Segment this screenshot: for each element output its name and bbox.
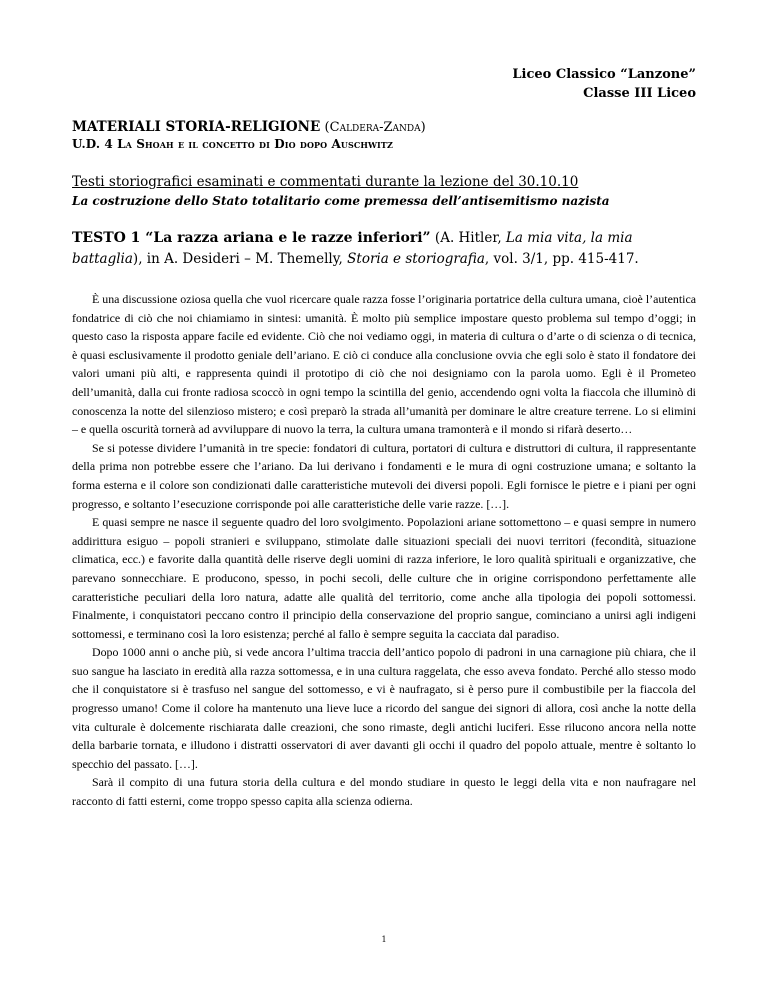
school-header (512, 65, 696, 103)
school-name: Liceo Classico “Lanzone” (512, 67, 696, 82)
course-title-main: MATERIALI STORIA-RELIGIONE (72, 119, 321, 135)
paragraph: Se si potesse dividere l’umanità in tre specie: fondatori di cultura, portatori di cultura e distruttori di cultura, il rappresentante della prima non potrebbe essere che l’ariano. Da lui derivano i fondamenti e le mura di ogni costruzione umana; e soltanto la forma esterna e il colore son condizionati dalle caratteristiche mutevoli dei diversi popoli. Egli fornisce le pietre e i piani per ogni progresso, e soltanto l’esecuzione corrisponde poi alle caratteristiche delle varie razze. […]. (72, 440, 696, 511)
course-authors: (Caldera-Zanda) (324, 120, 426, 135)
text-title: TESTO 1 “La razza ariana e le razze inferiori” (72, 230, 431, 246)
reference-part-3: , vol. 3/1, pp. 415-417. (484, 251, 639, 267)
text-heading (72, 228, 696, 270)
paragraph: Dopo 1000 anni o anche più, si vede ancora l’ultima traccia dell’antico popolo di padroni in una carnagione più chiara, che il suo sangue ha lasciato in eredità alla razza sottomessa, e in una cultura raggelata, che esso aveva fondato. Perché allo stesso modo che il conquistatore si è trasfuso nel sangue del sottomesso, e vi è naufragato, si è perso pure il combustibile per la fiaccola del progresso umano! Come il colore ha mantenuto una lieve luce a ricordo del sangue dei signori di allora, così anche la notte della vita culturale è dolcemente rischiarata dalle creazioni, che sono rimaste, degli antichi luciferi. Esse rilucono ancora nella notte della barbarie tornata, e illudono i distratti osservatori di aver davanti gli occhi il quadro del popolo attuale, mentre è soltanto lo specchio del passato. […]. (72, 645, 696, 771)
page-number: 1 (381, 935, 387, 944)
reference-part-1: (A. Hitler, (434, 230, 506, 246)
reference-book-title: La mia vita, la mia battaglia (72, 230, 633, 267)
reference-book-title-2: Storia e storiografia (347, 251, 485, 267)
lesson-subtitle: La costruzione dello Stato totalitario come premessa dell’antisemitismo nazista (72, 194, 610, 208)
body-text (72, 290, 696, 811)
paragraph: Sarà il compito di una futura storia della cultura e del mondo studiare in questo le leggi della vita e non naufragare nel racconto di fatti esterni, come troppo spesso capita alla scienza odierna. (72, 775, 696, 809)
lesson-line: Testi storiografici esaminati e commentati durante la lezione del 30.10.10 (72, 174, 579, 190)
paragraph: È una discussione oziosa quella che vuol ricercare quale razza fosse l’originaria portatrice della cultura umana, cioè l’autentica fondatrice di ciò che noi chiamiamo in sintesi: umanità. È molto più semplice impostare questo problema sul tempo d’oggi; in questo caso la risposta appare facile ed evidente. Ciò che noi vediamo oggi, in materia di cultura o d’arte o di scienza o di tecnica, è quasi esclusivamente il prodotto geniale dell’ariano. E ciò ci conduce alla conclusione ovvia che egli solo è stato il fondatore dei valori umani più alti, e rappresenta quindi il prototipo di ciò che noi designiamo con la parola uomo. Egli è il Prometeo dell’umanità, dalla cui fronte radiosa scoccò in ogni tempo la scintilla del genio, accendendo ogni volta la fiaccola che illuminò di conoscenza la notte del silenzioso mistero; e così preparò la strada all’umanità per dominare le altre creature terrene. Lo si elimini – e quella oscurità tornerà ad avviluppare di nuovo la terra, la cultura umana tramonterà e il mondo si rifarà deserto… (72, 292, 696, 437)
class-name: Classe III Liceo (583, 86, 696, 101)
course-title (72, 118, 426, 137)
unit-title: U.D. 4 La Shoah e il concetto di Dio dopo Auschwitz (72, 137, 393, 151)
paragraph: E quasi sempre ne nasce il seguente quadro del loro svolgimento. Popolazioni ariane sottomettono – e quasi sempre in numero addirittura esiguo – popoli stranieri e sviluppano, stimolate dalle situazioni speciali dei nuovi territori (fecondità, situazione climatica, ecc.) e favorite dalla quantità delle riserve degli uomini di razza inferiore, le loro qualità spirituali e organizzative, che parevano sonnecchiare. E producono, spesso, in pochi secoli, delle culture che in origine corrispondono perfettamente alle caratteristiche peculiari della loro natura, adatte alle qualità del territorio, come anche alla tipologia dei popoli sottomessi. Finalmente, i conquistatori peccano contro il principio della conservazione del proprio sangue, cominciano a unirsi agli indigeni sottomessi, e terminano così la loro esistenza; perché al fallo è sempre seguita la cacciata dal paradiso. (72, 515, 696, 641)
reference-part-2: ), in A. Desideri – M. Themelly, (132, 251, 348, 267)
